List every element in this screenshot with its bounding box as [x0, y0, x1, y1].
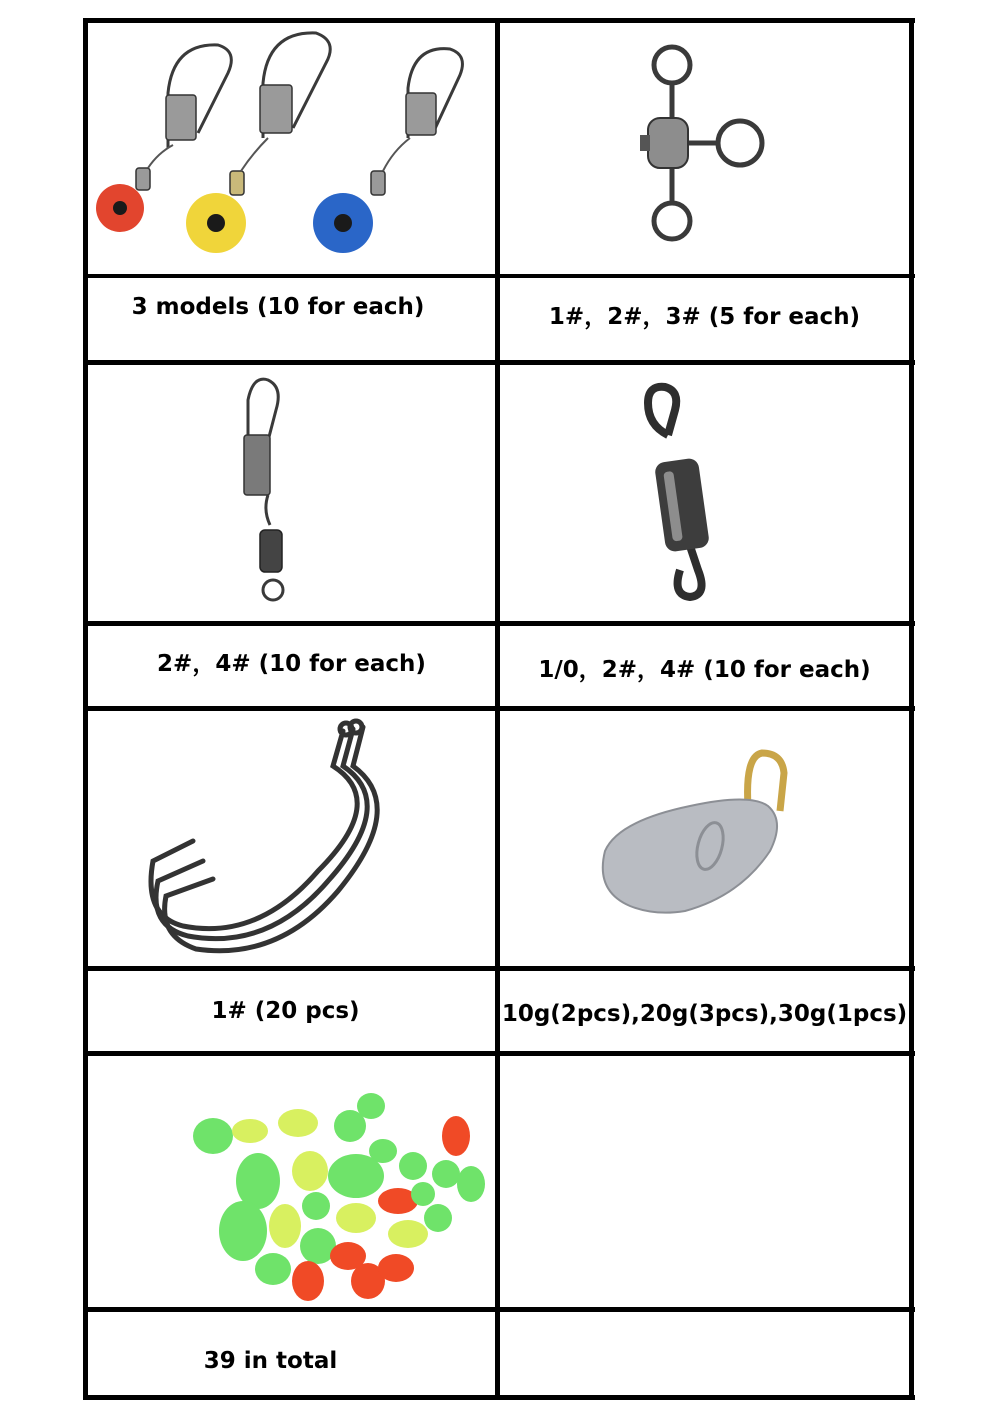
worm-hooks-icon: [88, 711, 495, 966]
snap-swivel-icon: [88, 365, 495, 621]
label-barrel-swivel: 1/0，2#，4# (10 for each): [538, 657, 871, 683]
label-three-way-swivel: 1#，2#，3# (5 for each): [548, 304, 861, 330]
sinker-weight-icon: [500, 711, 909, 966]
label-snap-swivel: 2#，4# (10 for each): [157, 651, 426, 677]
barrel-swivel-icon: [500, 365, 909, 621]
label-bead-snap-swivel: 3 models (10 for each): [131, 294, 425, 320]
label-worm-hooks: 1# (20 pcs): [211, 998, 360, 1024]
product-contents-table: [83, 18, 915, 1400]
row-divider: [83, 274, 915, 278]
row-divider: [83, 621, 915, 626]
label-sinker-weights: 10g(2pcs),20g(3pcs),30g(1pcs): [501, 1001, 908, 1027]
three-way-swivel-icon: [500, 23, 909, 274]
row-divider: [83, 1307, 915, 1312]
fishing-beads-icon: [88, 1056, 495, 1307]
bead-snap-swivel-icon: [88, 23, 495, 274]
row-divider: [83, 966, 915, 971]
bead-cluster: [193, 1093, 485, 1301]
label-fishing-beads: 39 in total: [203, 1348, 338, 1374]
